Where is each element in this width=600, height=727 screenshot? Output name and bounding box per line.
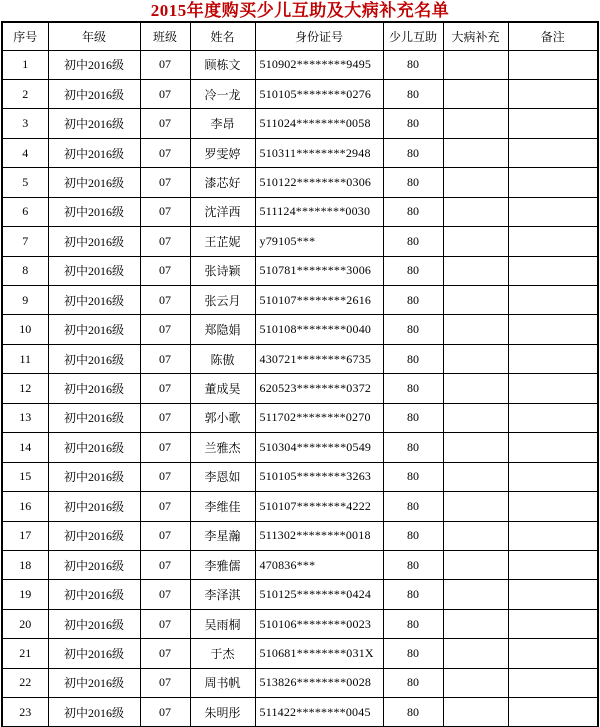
cell-class: 07 bbox=[140, 79, 190, 108]
cell-name: 吴雨桐 bbox=[190, 609, 255, 638]
cell-no: 14 bbox=[2, 433, 48, 462]
cell-class: 07 bbox=[140, 550, 190, 579]
cell-class: 07 bbox=[140, 50, 190, 79]
table-row bbox=[2, 609, 598, 638]
header-cell-grade: 年级 bbox=[48, 22, 140, 50]
header-cell-class: 班级 bbox=[140, 22, 190, 50]
cell-remark bbox=[508, 580, 598, 609]
cell-id: 510122********0306 bbox=[255, 168, 383, 197]
cell-remark bbox=[508, 344, 598, 373]
cell-id: 510107********2616 bbox=[255, 286, 383, 315]
cell-remark bbox=[508, 315, 598, 344]
cell-grade: 初中2016级 bbox=[48, 50, 140, 79]
cell-name: 朱明彤 bbox=[190, 698, 255, 727]
cell-no: 7 bbox=[2, 227, 48, 256]
cell-name: 郑隐娟 bbox=[190, 315, 255, 344]
cell-major-illness bbox=[443, 374, 508, 403]
cell-major-illness bbox=[443, 109, 508, 138]
cell-no: 18 bbox=[2, 550, 48, 579]
cell-major-illness bbox=[443, 698, 508, 727]
cell-class: 07 bbox=[140, 580, 190, 609]
cell-grade: 初中2016级 bbox=[48, 668, 140, 697]
cell-grade: 初中2016级 bbox=[48, 109, 140, 138]
cell-remark bbox=[508, 227, 598, 256]
cell-id: 511024********0058 bbox=[255, 109, 383, 138]
header-cell-no: 序号 bbox=[2, 22, 48, 50]
cell-remark bbox=[508, 521, 598, 550]
cell-class: 07 bbox=[140, 403, 190, 432]
cell-grade: 初中2016级 bbox=[48, 403, 140, 432]
cell-grade: 初中2016级 bbox=[48, 550, 140, 579]
cell-class: 07 bbox=[140, 168, 190, 197]
header-cell-remark: 备注 bbox=[508, 22, 598, 50]
cell-class: 07 bbox=[140, 344, 190, 373]
cell-no: 11 bbox=[2, 344, 48, 373]
cell-remark bbox=[508, 668, 598, 697]
cell-mutual-aid: 80 bbox=[383, 403, 443, 432]
cell-name: 王芷妮 bbox=[190, 227, 255, 256]
cell-id: 510107********4222 bbox=[255, 492, 383, 521]
cell-class: 07 bbox=[140, 492, 190, 521]
cell-class: 07 bbox=[140, 639, 190, 668]
cell-name: 李泽淇 bbox=[190, 580, 255, 609]
header-row bbox=[2, 22, 598, 50]
cell-id: 510781********3006 bbox=[255, 256, 383, 285]
cell-class: 07 bbox=[140, 521, 190, 550]
document-title: 2015年度购买少儿互助及大病补充名单 bbox=[150, 1, 450, 20]
cell-major-illness bbox=[443, 286, 508, 315]
cell-major-illness bbox=[443, 197, 508, 226]
cell-mutual-aid: 80 bbox=[383, 609, 443, 638]
cell-grade: 初中2016级 bbox=[48, 138, 140, 167]
cell-remark bbox=[508, 433, 598, 462]
cell-grade: 初中2016级 bbox=[48, 344, 140, 373]
cell-mutual-aid: 80 bbox=[383, 256, 443, 285]
cell-no: 4 bbox=[2, 138, 48, 167]
cell-grade: 初中2016级 bbox=[48, 521, 140, 550]
cell-major-illness bbox=[443, 50, 508, 79]
table-row bbox=[2, 344, 598, 373]
header-cell-id: 身份证号 bbox=[255, 22, 383, 50]
cell-grade: 初中2016级 bbox=[48, 433, 140, 462]
cell-major-illness bbox=[443, 580, 508, 609]
cell-mutual-aid: 80 bbox=[383, 227, 443, 256]
cell-name: 顾栋文 bbox=[190, 50, 255, 79]
cell-class: 07 bbox=[140, 433, 190, 462]
cell-major-illness bbox=[443, 492, 508, 521]
roster-table bbox=[1, 21, 599, 727]
cell-grade: 初中2016级 bbox=[48, 609, 140, 638]
cell-name: 张云月 bbox=[190, 286, 255, 315]
cell-class: 07 bbox=[140, 109, 190, 138]
cell-id: 511702********0270 bbox=[255, 403, 383, 432]
cell-remark bbox=[508, 168, 598, 197]
cell-major-illness bbox=[443, 344, 508, 373]
cell-name: 李昂 bbox=[190, 109, 255, 138]
cell-id: 620523********0372 bbox=[255, 374, 383, 403]
cell-id: 510902********9495 bbox=[255, 50, 383, 79]
cell-class: 07 bbox=[140, 197, 190, 226]
cell-mutual-aid: 80 bbox=[383, 433, 443, 462]
cell-major-illness bbox=[443, 462, 508, 491]
cell-no: 19 bbox=[2, 580, 48, 609]
cell-major-illness bbox=[443, 168, 508, 197]
cell-major-illness bbox=[443, 433, 508, 462]
cell-grade: 初中2016级 bbox=[48, 698, 140, 727]
cell-remark bbox=[508, 374, 598, 403]
cell-mutual-aid: 80 bbox=[383, 50, 443, 79]
cell-name: 郭小歌 bbox=[190, 403, 255, 432]
cell-remark bbox=[508, 197, 598, 226]
cell-name: 沈洋西 bbox=[190, 197, 255, 226]
cell-no: 23 bbox=[2, 698, 48, 727]
cell-grade: 初中2016级 bbox=[48, 197, 140, 226]
cell-id: 510105********3263 bbox=[255, 462, 383, 491]
table-row bbox=[2, 521, 598, 550]
table-row bbox=[2, 286, 598, 315]
cell-id: 511302********0018 bbox=[255, 521, 383, 550]
cell-id: 511124********0030 bbox=[255, 197, 383, 226]
cell-mutual-aid: 80 bbox=[383, 168, 443, 197]
cell-remark bbox=[508, 138, 598, 167]
table-row bbox=[2, 79, 598, 108]
cell-major-illness bbox=[443, 550, 508, 579]
cell-name: 李雅儒 bbox=[190, 550, 255, 579]
cell-remark bbox=[508, 286, 598, 315]
cell-class: 07 bbox=[140, 374, 190, 403]
cell-no: 17 bbox=[2, 521, 48, 550]
cell-mutual-aid: 80 bbox=[383, 492, 443, 521]
cell-class: 07 bbox=[140, 668, 190, 697]
cell-id: 510106********0023 bbox=[255, 609, 383, 638]
cell-major-illness bbox=[443, 227, 508, 256]
cell-no: 15 bbox=[2, 462, 48, 491]
cell-id: 510304********0549 bbox=[255, 433, 383, 462]
table-row bbox=[2, 50, 598, 79]
cell-remark bbox=[508, 698, 598, 727]
cell-name: 李恩如 bbox=[190, 462, 255, 491]
cell-remark bbox=[508, 109, 598, 138]
cell-mutual-aid: 80 bbox=[383, 698, 443, 727]
cell-id: 510105********0276 bbox=[255, 79, 383, 108]
cell-mutual-aid: 80 bbox=[383, 315, 443, 344]
cell-major-illness bbox=[443, 256, 508, 285]
cell-class: 07 bbox=[140, 698, 190, 727]
cell-grade: 初中2016级 bbox=[48, 227, 140, 256]
cell-grade: 初中2016级 bbox=[48, 256, 140, 285]
cell-mutual-aid: 80 bbox=[383, 79, 443, 108]
cell-class: 07 bbox=[140, 286, 190, 315]
cell-remark bbox=[508, 550, 598, 579]
cell-remark bbox=[508, 403, 598, 432]
cell-class: 07 bbox=[140, 609, 190, 638]
cell-id: 470836*** bbox=[255, 550, 383, 579]
cell-grade: 初中2016级 bbox=[48, 286, 140, 315]
cell-remark bbox=[508, 79, 598, 108]
cell-mutual-aid: 80 bbox=[383, 374, 443, 403]
header-cell-name: 姓名 bbox=[190, 22, 255, 50]
cell-mutual-aid: 80 bbox=[383, 197, 443, 226]
cell-mutual-aid: 80 bbox=[383, 521, 443, 550]
cell-mutual-aid: 80 bbox=[383, 462, 443, 491]
cell-no: 12 bbox=[2, 374, 48, 403]
table-row bbox=[2, 698, 598, 727]
cell-mutual-aid: 80 bbox=[383, 639, 443, 668]
cell-no: 5 bbox=[2, 168, 48, 197]
cell-remark bbox=[508, 639, 598, 668]
cell-class: 07 bbox=[140, 256, 190, 285]
cell-mutual-aid: 80 bbox=[383, 668, 443, 697]
cell-major-illness bbox=[443, 521, 508, 550]
header-cell-major-illness: 大病补充 bbox=[443, 22, 508, 50]
cell-id: 510311********2948 bbox=[255, 138, 383, 167]
cell-no: 1 bbox=[2, 50, 48, 79]
table-row bbox=[2, 109, 598, 138]
cell-no: 2 bbox=[2, 79, 48, 108]
cell-class: 07 bbox=[140, 315, 190, 344]
header-cell-mutual-aid: 少儿互助 bbox=[383, 22, 443, 50]
cell-class: 07 bbox=[140, 227, 190, 256]
cell-name: 于杰 bbox=[190, 639, 255, 668]
table-row bbox=[2, 256, 598, 285]
cell-remark bbox=[508, 50, 598, 79]
cell-id: 511422********0045 bbox=[255, 698, 383, 727]
cell-no: 3 bbox=[2, 109, 48, 138]
table-row bbox=[2, 433, 598, 462]
cell-major-illness bbox=[443, 639, 508, 668]
table-row bbox=[2, 197, 598, 226]
cell-id: 510108********0040 bbox=[255, 315, 383, 344]
cell-no: 6 bbox=[2, 197, 48, 226]
table-row bbox=[2, 668, 598, 697]
cell-mutual-aid: 80 bbox=[383, 550, 443, 579]
table-row bbox=[2, 227, 598, 256]
cell-major-illness bbox=[443, 79, 508, 108]
cell-name: 周书帆 bbox=[190, 668, 255, 697]
cell-no: 13 bbox=[2, 403, 48, 432]
cell-no: 10 bbox=[2, 315, 48, 344]
cell-no: 20 bbox=[2, 609, 48, 638]
cell-remark bbox=[508, 256, 598, 285]
table-row bbox=[2, 492, 598, 521]
cell-mutual-aid: 80 bbox=[383, 109, 443, 138]
cell-name: 陈傲 bbox=[190, 344, 255, 373]
cell-grade: 初中2016级 bbox=[48, 639, 140, 668]
cell-name: 兰雅杰 bbox=[190, 433, 255, 462]
cell-id: 430721********6735 bbox=[255, 344, 383, 373]
cell-remark bbox=[508, 492, 598, 521]
table-row bbox=[2, 403, 598, 432]
cell-id: 510125********0424 bbox=[255, 580, 383, 609]
cell-grade: 初中2016级 bbox=[48, 462, 140, 491]
cell-name: 冷一龙 bbox=[190, 79, 255, 108]
table-row bbox=[2, 580, 598, 609]
cell-mutual-aid: 80 bbox=[383, 138, 443, 167]
cell-name: 漆芯好 bbox=[190, 168, 255, 197]
cell-name: 董成昊 bbox=[190, 374, 255, 403]
table-body bbox=[2, 50, 598, 727]
cell-no: 8 bbox=[2, 256, 48, 285]
cell-major-illness bbox=[443, 138, 508, 167]
cell-grade: 初中2016级 bbox=[48, 79, 140, 108]
cell-remark bbox=[508, 462, 598, 491]
cell-name: 罗雯婷 bbox=[190, 138, 255, 167]
table-row bbox=[2, 374, 598, 403]
table-row bbox=[2, 462, 598, 491]
table-row bbox=[2, 550, 598, 579]
table-row bbox=[2, 315, 598, 344]
cell-major-illness bbox=[443, 315, 508, 344]
table-row bbox=[2, 639, 598, 668]
cell-name: 李维佳 bbox=[190, 492, 255, 521]
cell-mutual-aid: 80 bbox=[383, 580, 443, 609]
cell-grade: 初中2016级 bbox=[48, 580, 140, 609]
cell-no: 16 bbox=[2, 492, 48, 521]
cell-no: 9 bbox=[2, 286, 48, 315]
cell-major-illness bbox=[443, 609, 508, 638]
cell-id: 510681********031X bbox=[255, 639, 383, 668]
cell-grade: 初中2016级 bbox=[48, 374, 140, 403]
cell-id: y79105*** bbox=[255, 227, 383, 256]
cell-name: 李星瀚 bbox=[190, 521, 255, 550]
cell-class: 07 bbox=[140, 138, 190, 167]
cell-major-illness bbox=[443, 403, 508, 432]
cell-major-illness bbox=[443, 668, 508, 697]
cell-grade: 初中2016级 bbox=[48, 492, 140, 521]
cell-mutual-aid: 80 bbox=[383, 344, 443, 373]
cell-grade: 初中2016级 bbox=[48, 315, 140, 344]
table-row bbox=[2, 168, 598, 197]
cell-id: 513826********0028 bbox=[255, 668, 383, 697]
cell-remark bbox=[508, 609, 598, 638]
cell-grade: 初中2016级 bbox=[48, 168, 140, 197]
cell-name: 张诗颖 bbox=[190, 256, 255, 285]
table-row bbox=[2, 138, 598, 167]
cell-class: 07 bbox=[140, 462, 190, 491]
cell-no: 21 bbox=[2, 639, 48, 668]
cell-mutual-aid: 80 bbox=[383, 286, 443, 315]
cell-no: 22 bbox=[2, 668, 48, 697]
